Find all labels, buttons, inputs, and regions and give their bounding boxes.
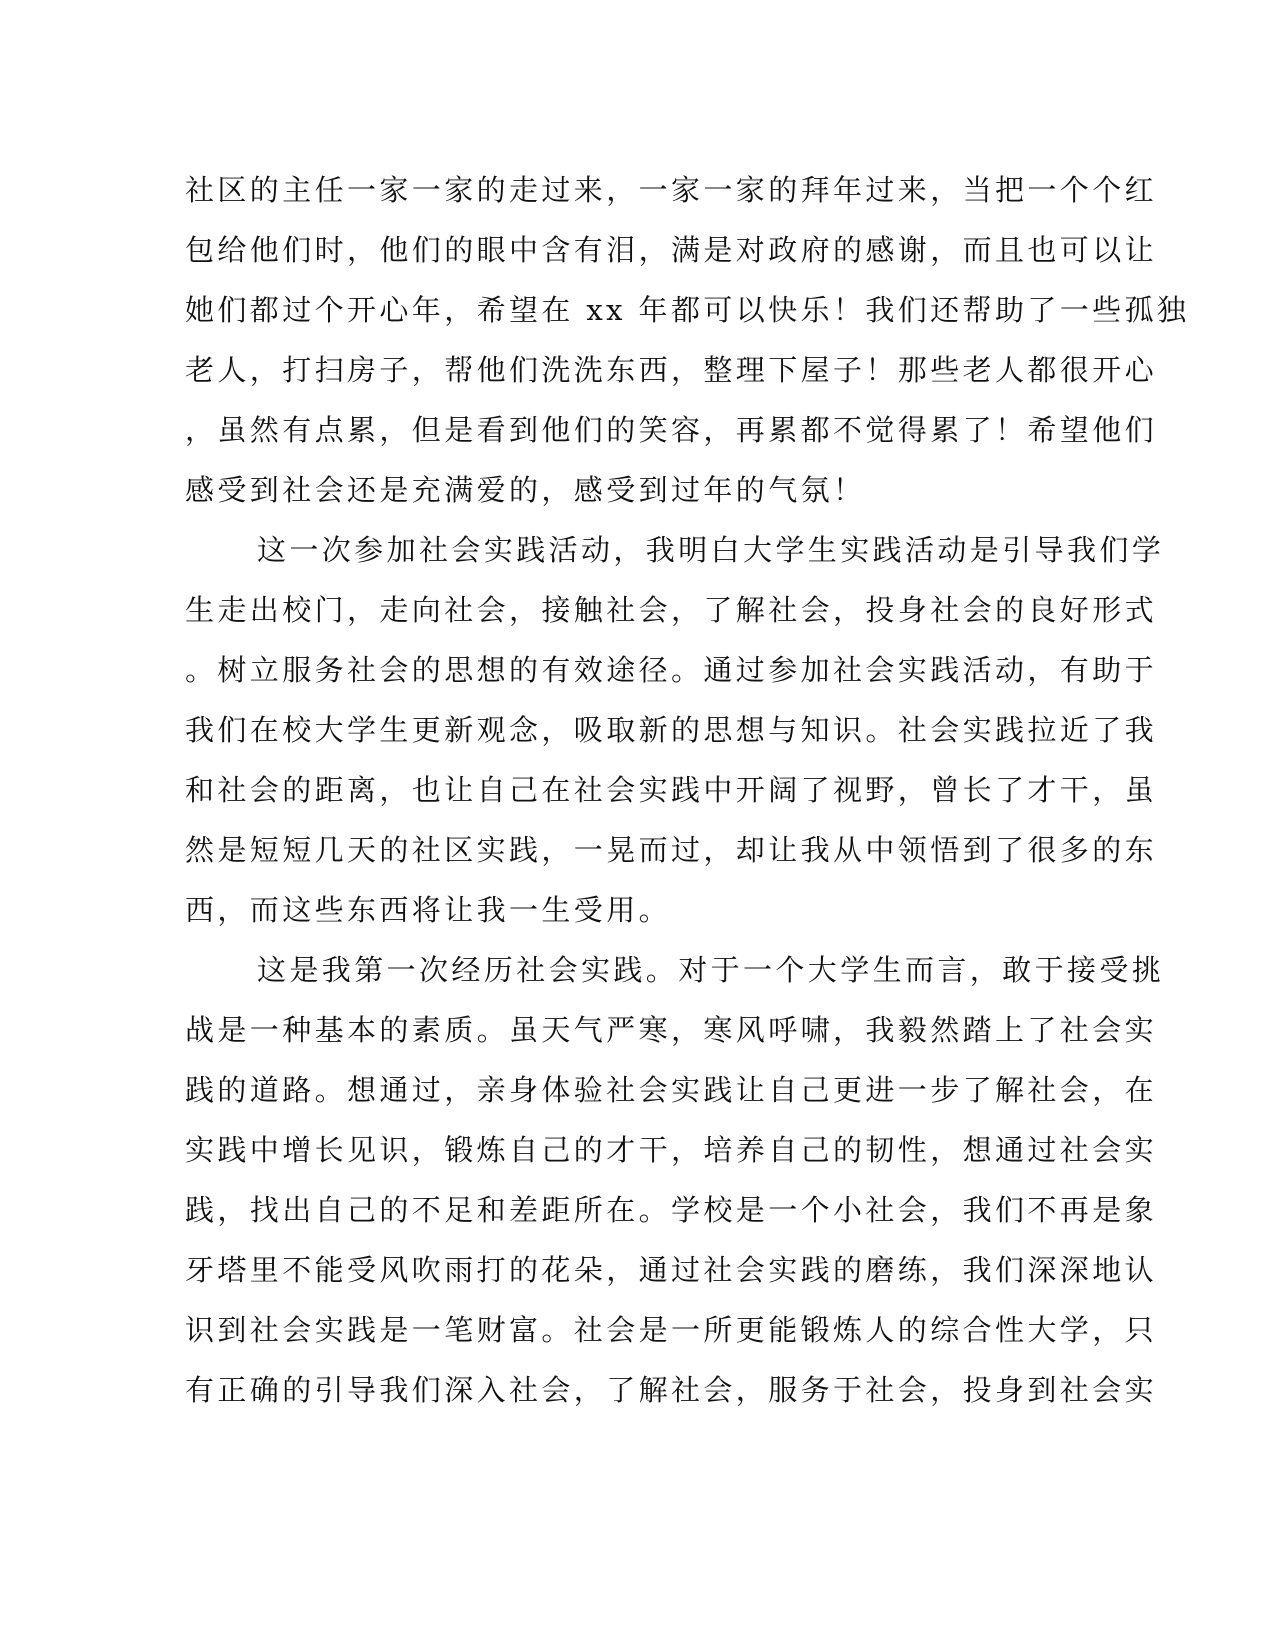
paragraph-first-line: 这一次参加社会实践活动，我明白大学生实践活动是引导我们学	[257, 533, 1165, 567]
text-line: 战是一种基本的素质。虽天气严寒，寒风呼啸，我毅然踏上了社会实	[185, 1013, 1158, 1047]
text-line: 和社会的距离，也让自己在社会实践中开阔了视野，曾长了才干，虽	[185, 773, 1158, 807]
text-line: 。树立服务社会的思想的有效途径。通过参加社会实践活动，有助于	[185, 653, 1158, 687]
text-line: 社区的主任一家一家的走过来，一家一家的拜年过来，当把一个个红	[185, 173, 1158, 207]
text-line: 生走出校门，走向社会，接触社会，了解社会，投身社会的良好形式	[185, 593, 1158, 627]
text-line: 她们都过个开心年，希望在 xx 年都可以快乐！我们还帮助了一些孤独	[185, 293, 1190, 327]
text-line: 我们在校大学生更新观念，吸取新的思想与知识。社会实践拉近了我	[185, 713, 1158, 747]
text-line: 包给他们时，他们的眼中含有泪，满是对政府的感谢，而且也可以让	[185, 233, 1158, 267]
text-line: 践的道路。想通过，亲身体验社会实践让自己更进一步了解社会，在	[185, 1073, 1158, 1107]
text-line: 牙塔里不能受风吹雨打的花朵，通过社会实践的磨练，我们深深地认	[185, 1253, 1158, 1287]
text-line: 感受到社会还是充满爱的，感受到过年的气氛！	[185, 473, 866, 507]
text-line: 然是短短几天的社区实践，一晃而过，却让我从中领悟到了很多的东	[185, 833, 1158, 867]
body-text	[185, 160, 1190, 1420]
text-line: 有正确的引导我们深入社会，了解社会，服务于社会，投身到社会实	[185, 1373, 1158, 1407]
text-line: 践，找出自己的不足和差距所在。学校是一个小社会，我们不再是象	[185, 1193, 1158, 1227]
text-line: 识到社会实践是一笔财富。社会是一所更能锻炼人的综合性大学，只	[185, 1313, 1158, 1347]
text-line: ，虽然有点累，但是看到他们的笑容，再累都不觉得累了！希望他们	[185, 413, 1158, 447]
text-line: 西，而这些东西将让我一生受用。	[185, 893, 672, 927]
text-line: 实践中增长见识，锻炼自己的才干，培养自己的韧性，想通过社会实	[185, 1133, 1158, 1167]
text-line: 老人，打扫房子，帮他们洗洗东西，整理下屋子！那些老人都很开心	[185, 353, 1158, 387]
paragraph-first-line: 这是我第一次经历社会实践。对于一个大学生而言，敢于接受挑	[257, 953, 1165, 987]
